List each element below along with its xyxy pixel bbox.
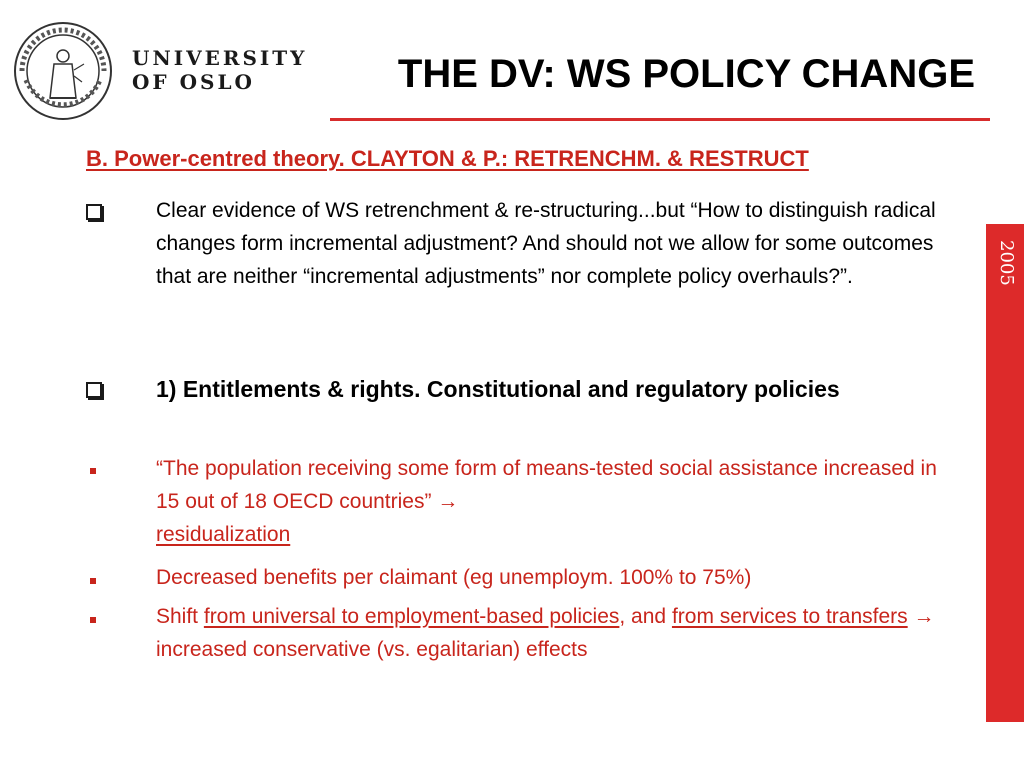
square-bullet-icon — [86, 451, 96, 484]
university-seal-logo — [12, 20, 114, 122]
and-text: , and — [619, 605, 672, 628]
checkbox-bullet-icon — [86, 375, 102, 408]
university-name-line1: UNIVERSITY — [132, 46, 308, 70]
residualization-link[interactable]: residualization — [156, 523, 291, 546]
sub-bullet-means-tested — [156, 452, 946, 551]
arrow-right-icon: → — [437, 490, 459, 513]
bullet-entitlements-rights: 1) Entitlements & rights. Constitutional and regulatory policies — [156, 376, 840, 402]
university-name-line2: OF OSLO — [132, 70, 255, 94]
conservative-effects-text: increased conservative (vs. egalitarian) effects — [156, 638, 588, 661]
square-bullet-icon — [86, 600, 96, 633]
side-year-label: 2005 — [996, 240, 1017, 286]
sub-bullet-means-tested-text: “The population receiving some form of means-tested social assistance increased in 15 out of 18 OECD countries” — [156, 457, 937, 513]
sub-bullet-shift — [156, 600, 946, 666]
checkbox-bullet-icon — [86, 197, 102, 230]
bullet-clear-evidence: Clear evidence of WS retrenchment & re-structuring...but “How to distinguish radical changes form incremental adjustment? And should not we allow for some outcomes that are neither “incremental adjustments” nor complete policy overhauls?”. — [156, 199, 936, 288]
arrow-right-icon: → — [913, 605, 935, 628]
services-to-transfers-link[interactable]: from services to transfers — [671, 605, 908, 628]
university-name — [132, 46, 307, 94]
universal-to-employment-link[interactable]: from universal to employment-based policies — [203, 605, 620, 628]
shift-text: Shift — [156, 605, 204, 628]
title-divider — [330, 118, 990, 121]
sub-bullet-decreased-benefits: Decreased benefits per claimant (eg unemploym. 100% to 75%) — [156, 566, 752, 589]
slide-title: THE DV: WS POLICY CHANGE — [397, 52, 975, 96]
square-bullet-icon — [86, 561, 96, 594]
slide-subtitle: B. Power-centred theory. CLAYTON & P.: RETRENCHM. & RESTRUCT — [86, 146, 809, 171]
